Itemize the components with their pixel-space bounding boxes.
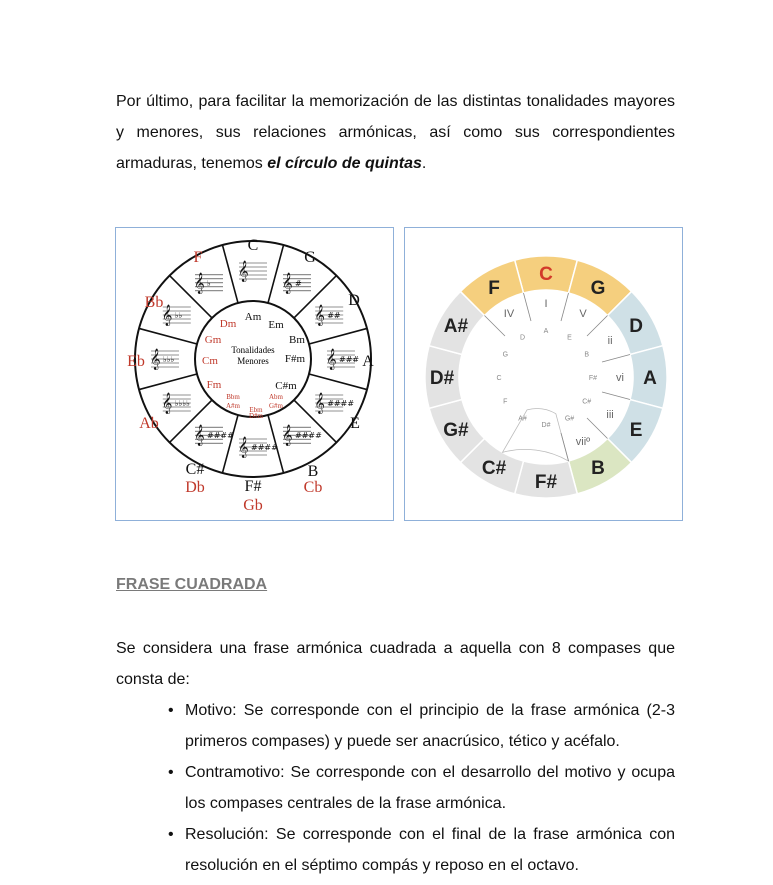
degree-label: ii xyxy=(607,335,613,347)
key-signature-staff xyxy=(282,425,322,446)
circle-of-fifths-degrees xyxy=(405,228,684,522)
sector-divider xyxy=(309,328,367,344)
key-signature-staff xyxy=(282,273,311,294)
minor-key-label: D#m xyxy=(249,412,263,420)
outer-key-label: A xyxy=(643,368,657,389)
key-signature-staff xyxy=(326,349,359,370)
relative-minor-label: C# xyxy=(582,398,592,406)
key-signature-staff xyxy=(150,349,179,370)
outer-key-label: B xyxy=(591,458,605,480)
major-key-label: D xyxy=(348,292,360,309)
svg-text:♭♭♭♭: ♭♭♭♭ xyxy=(174,399,190,408)
intro-emphasis: el círculo de quintas xyxy=(267,155,422,172)
relative-minor-label: G# xyxy=(564,415,575,423)
relative-minor-label: A# xyxy=(518,415,527,423)
circle-of-fifths-signatures xyxy=(116,228,395,522)
degree-divider xyxy=(484,315,505,336)
svg-text:𝄞: 𝄞 xyxy=(150,349,161,370)
outer-key-label: G# xyxy=(443,420,469,441)
svg-text:𝄞: 𝄞 xyxy=(161,305,173,326)
sector-divider xyxy=(222,245,238,303)
svg-text:♭♭♭: ♭♭♭ xyxy=(163,355,175,364)
degree-label: I xyxy=(544,298,548,310)
minor-key-label: Bm xyxy=(289,334,305,346)
minor-key-label: Dm xyxy=(219,318,237,330)
relative-minor-label: F# xyxy=(588,375,598,382)
intro-paragraph: Por último, para facilitar la memorización de las distintas tonalidades mayores y menores, sus relaciones armónicas, así como sus correspondientes armaduras, tenemos el círculo de quintas. xyxy=(116,93,675,172)
minor-key-label: Gm xyxy=(204,334,222,346)
svg-text:𝄞: 𝄞 xyxy=(314,393,325,414)
minor-key-label: C#m xyxy=(275,380,297,392)
outer-key-label: G xyxy=(590,277,606,299)
circle-of-fifths-signatures-figure xyxy=(115,227,394,521)
minor-key-label: Abm xyxy=(269,393,283,401)
degree-divider xyxy=(602,354,630,362)
minor-key-label: Bbm xyxy=(226,393,240,401)
major-key-label: B xyxy=(307,463,319,480)
minor-key-label: G#m xyxy=(269,402,283,410)
degree-divider xyxy=(523,293,531,321)
relative-minor-label: F xyxy=(503,398,508,406)
degree-label: viiº xyxy=(575,436,591,449)
svg-text:####: #### xyxy=(295,431,322,441)
list-item: • Contramotivo: Se corresponde con el desarrollo del motivo y ocupa los compases centrales de la frase armónica. xyxy=(168,764,676,812)
major-key-label: C# xyxy=(185,461,205,478)
degree-label: iii xyxy=(606,409,614,421)
degree-divider xyxy=(587,315,608,336)
outer-key-label: C xyxy=(539,264,553,285)
major-key-label: Ab xyxy=(139,415,159,432)
svg-text:####: #### xyxy=(327,399,355,408)
section-heading: FRASE CUADRADA xyxy=(116,576,268,593)
key-signature-staff xyxy=(314,393,354,414)
sector-divider xyxy=(139,328,197,344)
major-key-label: Bb xyxy=(144,294,164,311)
minor-key-label: Am xyxy=(244,311,262,323)
minor-key-label: Cm xyxy=(202,355,218,367)
list-item: • Motivo: Se corresponde con el principio de la frase armónica (2-3 primeros compases) y puede ser anacrúsico, tético y acéfalo. xyxy=(168,702,675,750)
svg-text:♭: ♭ xyxy=(207,278,211,288)
degree-divider xyxy=(561,293,569,321)
sector-divider xyxy=(309,374,367,390)
svg-text:𝄞: 𝄞 xyxy=(282,425,293,447)
sector-divider xyxy=(222,415,238,473)
svg-text:#: # xyxy=(295,278,302,288)
svg-text:𝄞: 𝄞 xyxy=(194,272,205,294)
svg-text:𝄞: 𝄞 xyxy=(326,349,337,370)
svg-text:𝄞: 𝄞 xyxy=(282,272,293,294)
relative-minor-label: A xyxy=(543,328,549,335)
relative-minor-label: E xyxy=(567,334,572,342)
key-signature-staff xyxy=(162,305,191,326)
svg-text:###: ### xyxy=(339,355,360,364)
minor-key-label: Em xyxy=(268,319,284,331)
outer-key-label: C# xyxy=(481,458,507,480)
relative-minor-label: D# xyxy=(541,422,551,429)
enharmonic-key-label: Cb xyxy=(303,479,323,496)
outer-key-label: F xyxy=(488,277,500,299)
degree-label: V xyxy=(579,307,587,320)
outer-key-label: F# xyxy=(534,472,558,493)
svg-text:♭♭: ♭♭ xyxy=(174,311,183,320)
minor-key-label: F#m xyxy=(284,353,306,365)
key-signature-staff xyxy=(194,273,223,294)
svg-text:𝄞: 𝄞 xyxy=(238,261,249,282)
sector-divider xyxy=(139,374,197,390)
minor-key-label: Ebm xyxy=(249,406,263,414)
key-signature-staff xyxy=(238,261,267,282)
svg-text:##: ## xyxy=(327,311,341,320)
relative-minor-label: C xyxy=(496,375,502,382)
outer-key-label: A# xyxy=(443,316,469,337)
degree-divider xyxy=(602,392,630,400)
enharmonic-key-label: Db xyxy=(185,479,205,496)
major-key-label: F# xyxy=(244,478,262,495)
degree-label: vi xyxy=(616,372,624,384)
degree-ring xyxy=(503,409,569,461)
center-label-1: Tonalidades xyxy=(231,345,275,355)
key-signature-staff xyxy=(194,425,234,446)
svg-text:𝄞: 𝄞 xyxy=(238,437,249,458)
degree-label: IV xyxy=(503,307,515,320)
relative-minor-label: G xyxy=(502,351,509,359)
svg-text:𝄞: 𝄞 xyxy=(161,393,173,414)
relative-minor-label: B xyxy=(584,351,590,359)
svg-text:𝄞: 𝄞 xyxy=(314,305,325,326)
center-label-2: Menores xyxy=(237,356,269,366)
minor-key-label: A#m xyxy=(226,402,240,410)
svg-text:𝄞: 𝄞 xyxy=(194,425,205,447)
key-signature-staff xyxy=(314,305,343,326)
svg-text:####: #### xyxy=(207,431,234,441)
minor-key-label: Fm xyxy=(206,379,222,391)
major-key-label: G xyxy=(304,249,316,266)
svg-text:####: #### xyxy=(251,443,278,452)
outer-key-label: E xyxy=(629,420,643,441)
major-key-label: A xyxy=(362,353,374,370)
circle-of-fifths-degrees-figure xyxy=(404,227,683,521)
major-key-label: E xyxy=(350,415,360,432)
outer-key-label: D# xyxy=(429,368,455,389)
key-signature-staff xyxy=(238,437,278,458)
components-list xyxy=(116,695,675,881)
list-item: • Resolución: Se corresponde con el final de la frase armónica con resolución en el séptimo compás y reposo en el octavo. xyxy=(168,826,676,874)
definition-paragraph: Se considera una frase armónica cuadrada a aquella con 8 compases que consta de: xyxy=(116,640,675,688)
key-signature-staff xyxy=(162,393,191,414)
outer-key-label: D xyxy=(629,316,643,337)
major-key-label: C xyxy=(247,237,259,254)
major-key-label: F xyxy=(193,249,203,266)
enharmonic-key-label: Gb xyxy=(243,497,263,514)
relative-minor-label: D xyxy=(519,334,526,342)
major-key-label: Eb xyxy=(127,353,145,370)
